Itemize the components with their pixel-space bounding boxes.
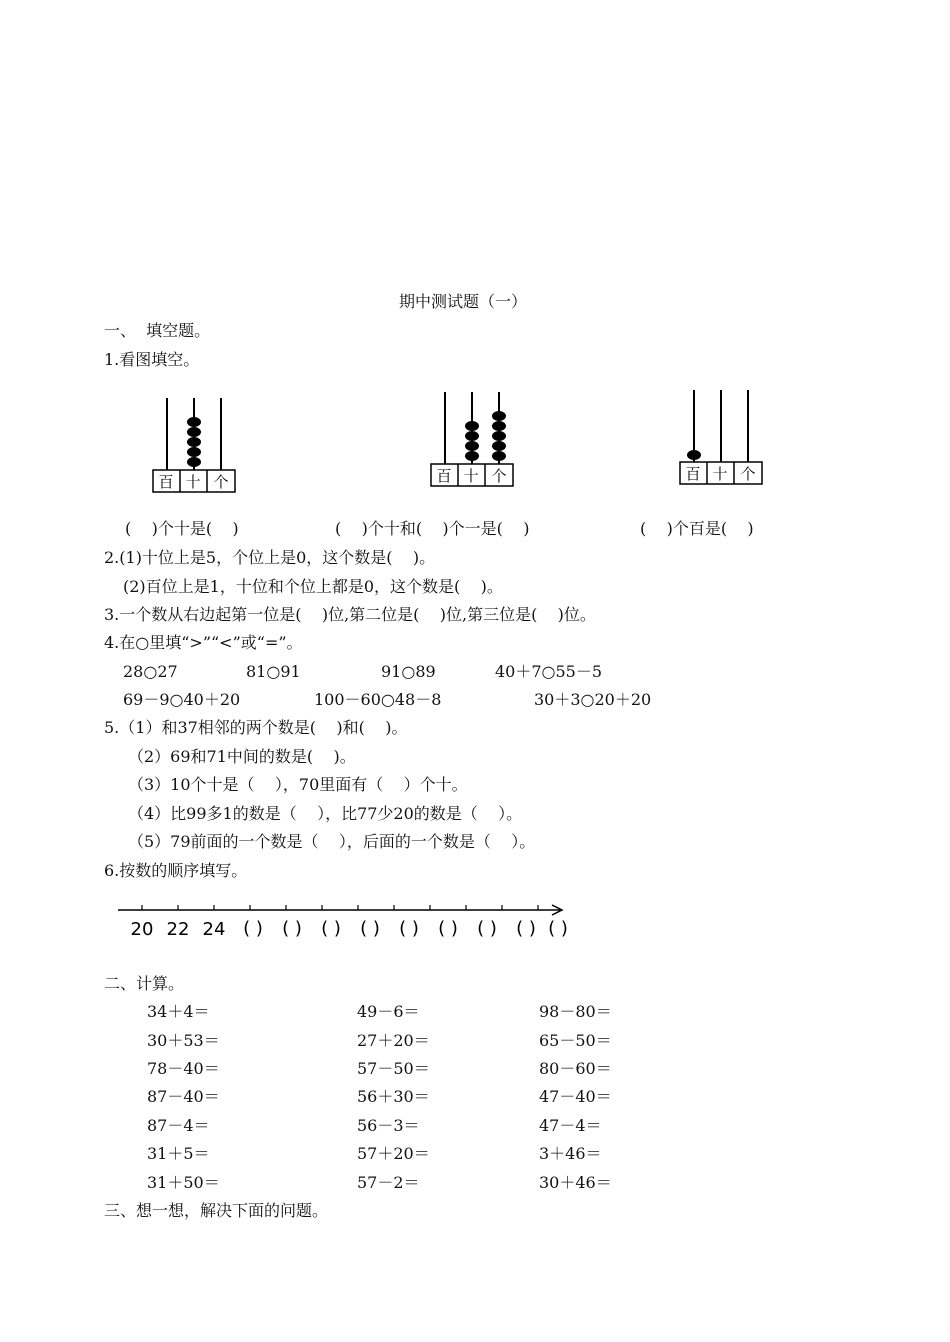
abacus-label-ones: 个 — [491, 467, 507, 485]
q4-compare-2: 81○91 — [246, 662, 301, 681]
calc-item: 57－2＝ — [357, 1173, 420, 1192]
calc-item: 30＋53＝ — [147, 1031, 220, 1050]
abacus-label-tens: 十 — [463, 467, 479, 485]
abacus-2-ones-beads — [492, 411, 506, 461]
abacus-figure-1 — [145, 390, 245, 500]
abacus-1-tens-beads — [187, 417, 201, 467]
number-line-blank: ( ) — [243, 918, 263, 939]
abacus-label-ones: 个 — [213, 473, 229, 491]
abacus-2-tens-beads — [465, 421, 479, 461]
abacus-figure-2 — [423, 386, 523, 496]
q5-item-3: （3）10个十是（ ），70里面有（ ）个十。 — [128, 775, 468, 794]
abacus-label-hundreds: 百 — [685, 465, 701, 483]
calc-item: 57－50＝ — [357, 1059, 430, 1078]
number-line-blank: ( ) — [477, 918, 497, 939]
q5-item-1: 5.（1）和37相邻的两个数是( )和( )。 — [104, 718, 408, 737]
calc-item: 30＋46＝ — [539, 1173, 612, 1192]
abacus-3-hundreds-beads — [687, 450, 701, 460]
section-1-heading: 一、 填空题。 — [104, 321, 211, 340]
calc-item: 56＋30＝ — [357, 1087, 430, 1106]
section-2-heading: 二、计算。 — [104, 974, 185, 993]
q4-compare-4: 40＋7○55－5 — [495, 662, 603, 681]
q6-prompt: 6.按数的顺序填写。 — [104, 861, 248, 880]
calc-item: 47－40＝ — [539, 1087, 612, 1106]
q4-compare-7: 30＋3○20＋20 — [534, 690, 652, 709]
q3-text: 3.一个数从右边起第一位是( )位,第二位是( )位,第三位是( )位。 — [104, 605, 596, 624]
calc-item: 78－40＝ — [147, 1059, 220, 1078]
q1-answer-2: ( )个十和( )个一是( ) — [335, 519, 530, 538]
number-line-blank: ( ) — [399, 918, 419, 939]
q4-compare-6: 100－60○48－8 — [314, 690, 442, 709]
number-line — [112, 895, 572, 945]
calc-item: 31＋50＝ — [147, 1173, 220, 1192]
number-line-blank: ( ) — [321, 918, 341, 939]
number-line-blank: ( ) — [548, 918, 568, 939]
q5-item-5: （5）79前面的一个数是（ ），后面的一个数是（ ）。 — [128, 832, 536, 851]
abacus-label-tens: 十 — [185, 473, 201, 491]
calc-item: 65－50＝ — [539, 1031, 612, 1050]
calc-item: 80－60＝ — [539, 1059, 612, 1078]
number-line-label-22: 22 — [166, 919, 190, 940]
abacus-label-ones: 个 — [740, 465, 756, 483]
calc-item: 31＋5＝ — [147, 1144, 210, 1163]
calc-item: 87－40＝ — [147, 1087, 220, 1106]
number-line-blank: ( ) — [516, 918, 536, 939]
number-line-blank: ( ) — [360, 918, 380, 939]
calc-item: 57＋20＝ — [357, 1144, 430, 1163]
q4-compare-1: 28○27 — [123, 662, 178, 681]
q5-item-2: （2）69和71中间的数是( )。 — [128, 747, 356, 766]
q5-item-4: （4）比99多1的数是（ ），比77少20的数是（ ）。 — [128, 804, 523, 823]
page-title: 期中测试题（一） — [399, 292, 528, 311]
q4-prompt: 4.在○里填“>”“<”或“=”。 — [104, 633, 303, 652]
number-line-label-24: 24 — [202, 919, 226, 940]
abacus-label-tens: 十 — [712, 465, 728, 483]
q4-compare-5: 69－9○40＋20 — [123, 690, 241, 709]
number-line-blank: ( ) — [282, 918, 302, 939]
number-line-label-20: 20 — [130, 919, 154, 940]
calc-item: 3＋46＝ — [539, 1144, 602, 1163]
calc-item: 27＋20＝ — [357, 1031, 430, 1050]
abacus-label-hundreds: 百 — [158, 473, 174, 491]
calc-item: 49－6＝ — [357, 1002, 420, 1021]
calc-item: 98－80＝ — [539, 1002, 612, 1021]
q1-answer-3: ( )个百是( ) — [640, 519, 754, 538]
abacus-label-hundreds: 百 — [436, 467, 452, 485]
q2-line-1: 2.(1)十位上是5，个位上是0，这个数是( )。 — [104, 548, 436, 567]
q1-answer-1: ( )个十是( ) — [125, 519, 239, 538]
q4-compare-3: 91○89 — [381, 662, 436, 681]
calc-item: 56－3＝ — [357, 1116, 420, 1135]
calc-item: 47－4＝ — [539, 1116, 602, 1135]
calc-item: 34＋4＝ — [147, 1002, 210, 1021]
q2-line-2: (2)百位上是1，十位和个位上都是0，这个数是( )。 — [123, 577, 503, 596]
calc-item: 87－4＝ — [147, 1116, 210, 1135]
section-3-heading: 三、想一想，解决下面的问题。 — [104, 1201, 329, 1220]
number-line-blank: ( ) — [438, 918, 458, 939]
abacus-figure-3 — [672, 384, 772, 494]
q1-prompt: 1.看图填空。 — [104, 350, 200, 369]
